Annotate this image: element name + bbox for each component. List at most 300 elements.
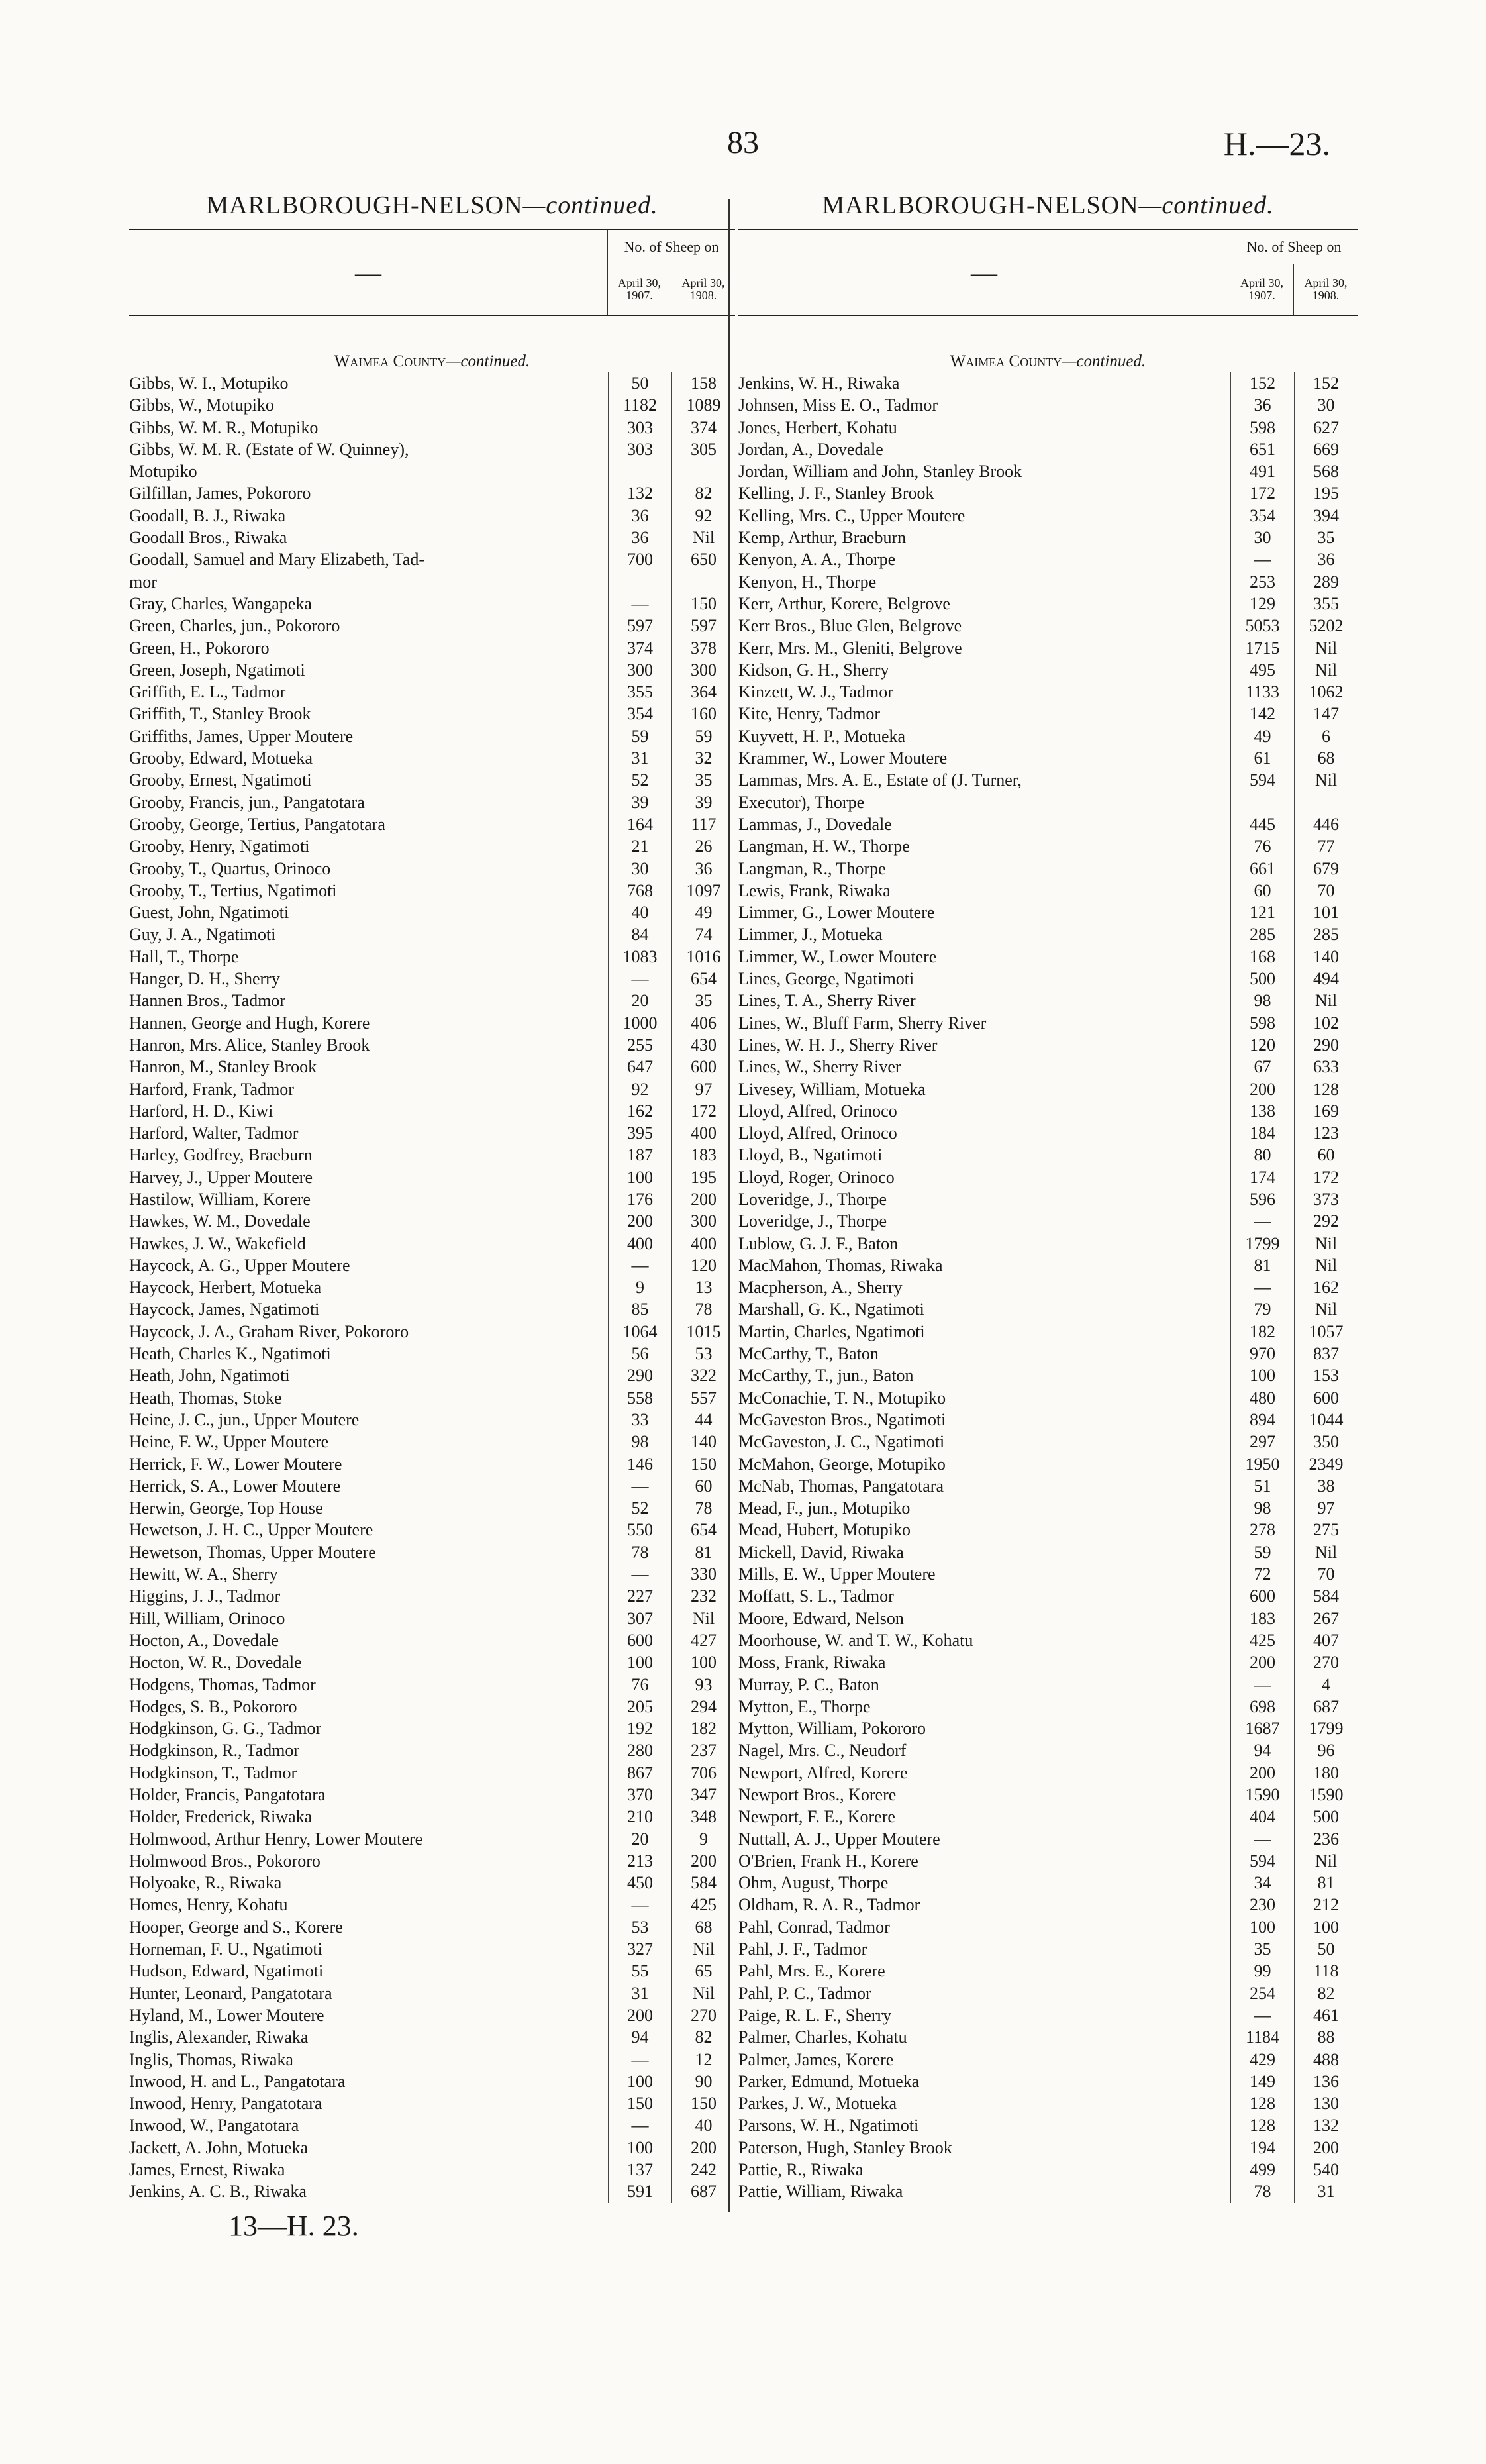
table-row	[738, 1850, 1358, 1872]
table-row	[738, 1696, 1358, 1718]
sheep-1907: 596	[1230, 1188, 1294, 1210]
sheep-1907: 67	[1230, 1056, 1294, 1078]
owner-name: Parker, Edmund, Motueka	[738, 2071, 920, 2091]
owner-name: Lines, W., Sherry River	[738, 1057, 901, 1077]
table-row	[129, 548, 735, 570]
sheep-1907: 600	[1230, 1585, 1294, 1607]
sheep-1908: 488	[1294, 2049, 1358, 2071]
owner-name: Lines, W., Bluff Farm, Sherry River	[738, 1013, 987, 1033]
sheep-1907: 94	[1230, 1739, 1294, 1761]
owner-name: Herrick, F. W., Lower Moutere	[129, 1454, 342, 1474]
table-row	[738, 2071, 1358, 2092]
sheep-1908: 347	[671, 1784, 735, 1806]
table-row	[738, 1078, 1358, 1100]
sheep-1907: 164	[608, 813, 671, 835]
table-row	[129, 1828, 735, 1850]
owner-name: Hannen, George and Hugh, Korere	[129, 1013, 370, 1033]
sheep-1907: 768	[608, 880, 671, 901]
table-row	[129, 946, 735, 968]
sheep-1907: 230	[1230, 1894, 1294, 1916]
sheep-1908: 654	[671, 968, 735, 990]
table-body	[738, 372, 1358, 2203]
sheep-1908: 70	[1294, 1563, 1358, 1585]
sheep-1908: 212	[1294, 1894, 1358, 1916]
sheep-1908: 90	[671, 2071, 735, 2092]
sheep-1908: 400	[671, 1233, 735, 1255]
sheep-1907: —	[608, 593, 671, 615]
table-row	[738, 1784, 1358, 1806]
table-row	[129, 593, 735, 615]
sheep-1908: 232	[671, 1585, 735, 1607]
owner-name: Lublow, G. J. F., Baton	[738, 1233, 899, 1253]
sheep-1908: 70	[1294, 880, 1358, 901]
owner-name: Hawkes, W. M., Dovedale	[129, 1211, 311, 1231]
sheep-1907: 194	[1230, 2137, 1294, 2159]
owner-name: Gray, Charles, Wangapeka	[129, 593, 312, 613]
sheep-1907: 254	[1230, 1982, 1294, 2004]
table-row	[738, 505, 1358, 527]
sheep-1907: 100	[608, 2071, 671, 2092]
sheep-1908: Nil	[1294, 1255, 1358, 1276]
sheep-1908: 200	[671, 2137, 735, 2159]
sheep-1907: 31	[608, 747, 671, 769]
sheep-1908: 6	[1294, 725, 1358, 747]
sheep-1907: 39	[608, 792, 671, 813]
sheep-1907: 227	[608, 1585, 671, 1607]
footer-reference: 13—H. 23.	[228, 2210, 359, 2242]
left-column	[129, 189, 735, 2203]
table-row	[129, 1056, 735, 1078]
sheep-1908: 461	[1294, 2004, 1358, 2026]
owner-name: Jenkins, A. C. B., Riwaka	[129, 2182, 307, 2202]
sheep-1908: 294	[671, 1696, 735, 1718]
table-row	[129, 1453, 735, 1475]
table-row	[738, 637, 1358, 659]
owner-name: Harley, Godfrey, Braeburn	[129, 1145, 313, 1165]
owner-name: Heath, Charles K., Ngatimoti	[129, 1344, 331, 1364]
sheep-1907: 495	[1230, 659, 1294, 681]
owner-name: McMahon, George, Motupiko	[738, 1454, 946, 1474]
sheep-1908: 97	[1294, 1497, 1358, 1519]
owner-name: Guest, John, Ngatimoti	[129, 903, 289, 923]
owner-name: Green, Joseph, Ngatimoti	[129, 660, 305, 680]
sheep-1907: 31	[608, 1982, 671, 2004]
owner-name: Hocton, W. R., Dovedale	[129, 1653, 302, 1672]
sheep-1908: 53	[671, 1343, 735, 1364]
owner-name: Pattie, R., Riwaka	[738, 2160, 864, 2180]
sheep-1908: 140	[1294, 946, 1358, 968]
sheep-1908: Nil	[1294, 637, 1358, 659]
sheep-1907: 184	[1230, 1122, 1294, 1144]
sheep-1908: 172	[671, 1100, 735, 1122]
owner-name: Loveridge, J., Thorpe	[738, 1189, 887, 1209]
sheep-1908: 182	[671, 1718, 735, 1739]
sheep-1908: 180	[1294, 1762, 1358, 1784]
owner-name: Holmwood Bros., Pokororo	[129, 1851, 321, 1871]
sheep-1908: 1089	[671, 394, 735, 416]
sheep-1907: 354	[1230, 505, 1294, 527]
table-row	[738, 968, 1358, 990]
sheep-1907: —	[1230, 548, 1294, 570]
sheep-1907: 598	[1230, 417, 1294, 438]
sheep-1908: 162	[1294, 1276, 1358, 1298]
owner-name: Parkes, J. W., Motueka	[738, 2094, 897, 2114]
owner-name: Kemp, Arthur, Braeburn	[738, 528, 907, 548]
table-row	[129, 2049, 735, 2071]
table-row	[129, 1144, 735, 1166]
sheep-1907: 1182	[608, 394, 671, 416]
table-row	[738, 813, 1358, 835]
sheep-1908: 267	[1294, 1608, 1358, 1629]
sheep-1908: 50	[1294, 1938, 1358, 1960]
sheep-1908: Nil	[1294, 1233, 1358, 1255]
owner-name: Nagel, Mrs. C., Neudorf	[738, 1741, 907, 1761]
owner-name: Hodgens, Thomas, Tadmor	[129, 1674, 316, 1694]
sheep-1907: 36	[608, 527, 671, 548]
sheep-1907: 1083	[608, 946, 671, 968]
sheep-1907: 213	[608, 1850, 671, 1872]
sheep-1908: 153	[1294, 1364, 1358, 1386]
table-row	[738, 2049, 1358, 2071]
table-row	[738, 1916, 1358, 1938]
owner-name: Kenyon, A. A., Thorpe	[738, 550, 896, 570]
owner-name: Executor), Thorpe	[738, 792, 865, 812]
owner-name: Loveridge, J., Thorpe	[738, 1211, 887, 1231]
table-row	[129, 394, 735, 416]
sheep-1908: 35	[1294, 527, 1358, 548]
sheep-1907: 100	[608, 2137, 671, 2159]
table-row	[738, 2026, 1358, 2048]
owner-name: Hill, William, Orinoco	[129, 1608, 285, 1628]
table-row	[738, 2137, 1358, 2159]
sheep-1907: 395	[608, 1122, 671, 1144]
owner-name: Newport, F. E., Korere	[738, 1807, 895, 1827]
owner-name: MacMahon, Thomas, Riwaka	[738, 1255, 943, 1275]
sheep-1907: 60	[1230, 880, 1294, 901]
owner-name: Kerr Bros., Blue Glen, Belgrove	[738, 616, 962, 636]
owner-name: Green, Charles, jun., Pokororo	[129, 616, 340, 636]
sheep-1908: 374	[671, 417, 735, 438]
owner-name: Grooby, Edward, Motueka	[129, 748, 313, 768]
table-row	[129, 1938, 735, 1960]
table-row	[129, 1298, 735, 1320]
sheep-1907: 20	[608, 1828, 671, 1850]
sheep-1908: 38	[1294, 1475, 1358, 1497]
table-row	[738, 703, 1358, 725]
owner-name: Inwood, H. and L., Pangatotara	[129, 2071, 346, 2091]
sheep-1908: 82	[1294, 1982, 1358, 2004]
sheep-1908: 92	[671, 505, 735, 527]
table-row	[129, 1894, 735, 1916]
sheep-1907: 100	[608, 1166, 671, 1188]
table-row	[738, 1519, 1358, 1541]
sheep-1908: 40	[671, 2114, 735, 2136]
table-row	[129, 2071, 735, 2092]
sheep-1908: 1057	[1294, 1321, 1358, 1343]
sheep-1907: 307	[608, 1608, 671, 1629]
sheep-1908: 200	[1294, 2137, 1358, 2159]
table-row	[738, 769, 1358, 791]
table-row	[738, 1453, 1358, 1475]
sheep-1908: 1044	[1294, 1409, 1358, 1431]
owner-name: Livesey, William, Motueka	[738, 1079, 926, 1099]
table-row	[129, 1387, 735, 1409]
owner-name: Hewetson, Thomas, Upper Moutere	[129, 1542, 376, 1562]
sheep-1908: 101	[1294, 901, 1358, 923]
sheep-1907: 404	[1230, 1806, 1294, 1827]
sheep-1908: 12	[671, 2049, 735, 2071]
sheep-1908: 373	[1294, 1188, 1358, 1210]
sheep-1907: —	[1230, 1674, 1294, 1696]
sheep-1908: 158	[671, 372, 735, 394]
right-column	[738, 189, 1358, 2203]
sheep-1908: 300	[671, 1210, 735, 1232]
sheep-1907: 200	[1230, 1078, 1294, 1100]
sheep-1907: 698	[1230, 1696, 1294, 1718]
table-row	[738, 1034, 1358, 1056]
table-row	[129, 858, 735, 880]
table-row	[738, 1982, 1358, 2004]
table-row	[129, 901, 735, 923]
table-header	[129, 229, 735, 316]
owner-name: Green, H., Pokororo	[129, 638, 270, 658]
sheep-1907: 591	[608, 2181, 671, 2202]
sheep-1907: 52	[608, 1497, 671, 1519]
owner-name: Holyoake, R., Riwaka	[129, 1873, 282, 1893]
owner-name: Hodgkinson, T., Tadmor	[129, 1763, 297, 1782]
owner-name: O'Brien, Frank H., Korere	[738, 1851, 918, 1871]
column-title-text: MARLBOROUGH-NELSON	[206, 191, 523, 219]
owner-name: Pattie, William, Riwaka	[738, 2182, 903, 2202]
sheep-1907: 149	[1230, 2071, 1294, 2092]
sheep-1907: 255	[608, 1034, 671, 1056]
sheep-1907: —	[608, 2114, 671, 2136]
owner-name: Guy, J. A., Ngatimoti	[129, 925, 276, 945]
table-row	[738, 482, 1358, 504]
owner-name: Hocton, A., Dovedale	[129, 1630, 279, 1650]
table-row	[129, 1872, 735, 1894]
sheep-1907: 100	[608, 1651, 671, 1673]
table-row	[738, 946, 1358, 968]
sheep-1908: 160	[671, 703, 735, 725]
table-row	[738, 1828, 1358, 1850]
table-row	[129, 1166, 735, 1188]
sheep-1907: 98	[1230, 990, 1294, 1011]
sheep-1907: 98	[608, 1431, 671, 1453]
sheep-1907: 1950	[1230, 1453, 1294, 1475]
sheep-1907: 594	[1230, 1850, 1294, 1872]
sheep-1907: 1184	[1230, 2026, 1294, 2048]
table-row	[129, 2004, 735, 2026]
sheep-1907: 138	[1230, 1100, 1294, 1122]
owner-name: Lloyd, Alfred, Orinoco	[738, 1101, 897, 1121]
sheep-1908: 36	[671, 858, 735, 880]
owner-name: Krammer, W., Lower Moutere	[738, 748, 948, 768]
table-row	[738, 880, 1358, 901]
sheep-1908: 430	[671, 1034, 735, 1056]
sheep-1907: —	[608, 968, 671, 990]
owner-name: Goodall, Samuel and Mary Elizabeth, Tad-	[129, 550, 425, 570]
sheep-1907: 200	[1230, 1762, 1294, 1784]
sheep-1907: 174	[1230, 1166, 1294, 1188]
sheep-1908: 78	[671, 1497, 735, 1519]
owner-name: Limmer, J., Motueka	[738, 925, 883, 945]
table-header	[738, 229, 1358, 316]
sheep-header-label: No. of Sheep on	[1230, 230, 1358, 264]
table-row	[129, 923, 735, 945]
sheep-1908: 1097	[671, 880, 735, 901]
col-1908-header: April 30, 1908.	[681, 276, 725, 302]
owner-name: Jordan, William and John, Stanley Brook	[738, 462, 1022, 482]
table-row	[738, 1276, 1358, 1298]
owner-name: Griffith, E. L., Tadmor	[129, 682, 286, 702]
sheep-1908: 2349	[1294, 1453, 1358, 1475]
sheep-1907: 21	[608, 835, 671, 857]
sheep-1907: 98	[1230, 1497, 1294, 1519]
owner-name: Hanron, M., Stanley Brook	[129, 1057, 317, 1077]
sheep-1907: 72	[1230, 1563, 1294, 1585]
sheep-1907: 445	[1230, 813, 1294, 835]
owner-name: Heath, Thomas, Stoke	[129, 1388, 282, 1408]
sheep-1907: 176	[608, 1188, 671, 1210]
sheep-1907: —	[608, 1475, 671, 1497]
sheep-1907: 80	[1230, 1144, 1294, 1166]
sheep-1907: 146	[608, 1453, 671, 1475]
table-row	[129, 482, 735, 504]
owner-name: Homes, Henry, Kohatu	[129, 1895, 288, 1915]
sheep-1908: 679	[1294, 858, 1358, 880]
owner-name: Lines, George, Ngatimoti	[738, 969, 915, 989]
owner-name: Kelling, J. F., Stanley Brook	[738, 484, 934, 503]
owner-name: mor	[129, 572, 157, 591]
owner-name: Hannen Bros., Tadmor	[129, 991, 285, 1011]
table-row	[129, 725, 735, 747]
table-row	[129, 1431, 735, 1453]
sheep-1908: 407	[1294, 1629, 1358, 1651]
owner-name: Haycock, Herbert, Motueka	[129, 1278, 322, 1298]
sheep-1908: 568	[1294, 460, 1358, 482]
sheep-1908: 270	[1294, 1651, 1358, 1673]
owner-name: Mytton, William, Pokororo	[738, 1719, 926, 1739]
owner-name: Kite, Henry, Tadmor	[738, 704, 881, 724]
owner-name: Pahl, Mrs. E., Korere	[738, 1961, 885, 1981]
sheep-1907: 1064	[608, 1321, 671, 1343]
owner-name: Lewis, Frank, Riwaka	[738, 880, 891, 900]
table-row	[129, 1409, 735, 1431]
sheep-1908: 242	[671, 2159, 735, 2181]
sheep-1907: 285	[1230, 923, 1294, 945]
owner-name: Pahl, Conrad, Tadmor	[738, 1917, 890, 1937]
owner-name: McGaveston, J. C., Ngatimoti	[738, 1432, 945, 1452]
sheep-1907: 92	[608, 1078, 671, 1100]
owner-name: Horneman, F. U., Ngatimoti	[129, 1939, 322, 1959]
sheep-1908: 130	[1294, 2092, 1358, 2114]
sheep-1908: 627	[1294, 417, 1358, 438]
sheep-1908: 150	[671, 1453, 735, 1475]
sheep-1907: 1133	[1230, 681, 1294, 703]
sheep-1907: 450	[608, 1872, 671, 1894]
owner-name: Paige, R. L. F., Sherry	[738, 2005, 892, 2025]
owner-name: Grooby, George, Tertius, Pangatotara	[129, 814, 385, 834]
table-row	[129, 1608, 735, 1629]
table-row	[738, 548, 1358, 570]
table-row	[129, 1762, 735, 1784]
sheep-1908: 1015	[671, 1321, 735, 1343]
table-row	[738, 1608, 1358, 1629]
sheep-1908: 348	[671, 1806, 735, 1827]
owner-name: Lloyd, B., Ngatimoti	[738, 1145, 883, 1165]
table-row	[129, 2159, 735, 2181]
owner-name: Hunter, Leonard, Pangatotara	[129, 1983, 332, 2003]
sheep-1907: 36	[1230, 394, 1294, 416]
table-row	[129, 1497, 735, 1519]
sheep-1907: 55	[608, 1960, 671, 1982]
sheep-1907: 558	[608, 1387, 671, 1409]
owner-name: McNab, Thomas, Pangatotara	[738, 1476, 944, 1496]
owner-name: Haycock, J. A., Graham River, Pokororo	[129, 1321, 409, 1341]
table-body	[129, 372, 735, 2203]
column-title-suffix: —continued.	[522, 191, 658, 219]
owner-name: Mickell, David, Riwaka	[738, 1542, 904, 1562]
col-1907-header: April 30, 1907.	[608, 264, 671, 315]
sheep-1908: 147	[1294, 703, 1358, 725]
owner-name: Grooby, Francis, jun., Pangatotara	[129, 792, 365, 812]
owner-name: Hodgkinson, G. G., Tadmor	[129, 1719, 322, 1739]
sheep-1907: 49	[1230, 725, 1294, 747]
sheep-1908: 300	[671, 659, 735, 681]
sheep-1908: 654	[671, 1519, 735, 1541]
sheep-1908: 1062	[1294, 681, 1358, 703]
sheep-1907: 84	[608, 923, 671, 945]
owner-name: Kenyon, H., Thorpe	[738, 572, 877, 591]
owner-name: Kinzett, W. J., Tadmor	[738, 682, 893, 702]
sheep-1908: Nil	[671, 1982, 735, 2004]
owner-name: Moffatt, S. L., Tadmor	[738, 1586, 894, 1606]
table-row	[129, 1585, 735, 1607]
sheep-1908: 270	[671, 2004, 735, 2026]
table-row	[129, 460, 735, 482]
sheep-1907: 297	[1230, 1431, 1294, 1453]
column-title	[738, 189, 1358, 229]
table-row	[129, 1343, 735, 1364]
sheep-1908: 597	[671, 615, 735, 637]
table-row	[738, 1364, 1358, 1386]
owner-name: Pahl, J. F., Tadmor	[738, 1939, 867, 1959]
sheep-1907: 480	[1230, 1387, 1294, 1409]
sheep-1907: 30	[608, 858, 671, 880]
sheep-1907: 429	[1230, 2049, 1294, 2071]
table-row	[738, 571, 1358, 593]
owner-name: Hastilow, William, Korere	[129, 1189, 311, 1209]
sheep-1907: 182	[1230, 1321, 1294, 1343]
sheep-1908: 584	[671, 1872, 735, 1894]
sheep-1907: 168	[1230, 946, 1294, 968]
owner-name: Harford, Walter, Tadmor	[129, 1123, 299, 1143]
sheep-1908: 633	[1294, 1056, 1358, 1078]
sheep-1907: 400	[608, 1233, 671, 1255]
table-row	[738, 1872, 1358, 1894]
sheep-1908: 169	[1294, 1100, 1358, 1122]
sheep-1908: 494	[1294, 968, 1358, 990]
sheep-1907: 172	[1230, 482, 1294, 504]
owner-name: Martin, Charles, Ngatimoti	[738, 1321, 925, 1341]
sheep-1907: 142	[1230, 703, 1294, 725]
table-row	[738, 527, 1358, 548]
table-row	[129, 2114, 735, 2136]
sheep-1907: 200	[608, 2004, 671, 2026]
table-row	[738, 1541, 1358, 1563]
sheep-1907: 867	[608, 1762, 671, 1784]
